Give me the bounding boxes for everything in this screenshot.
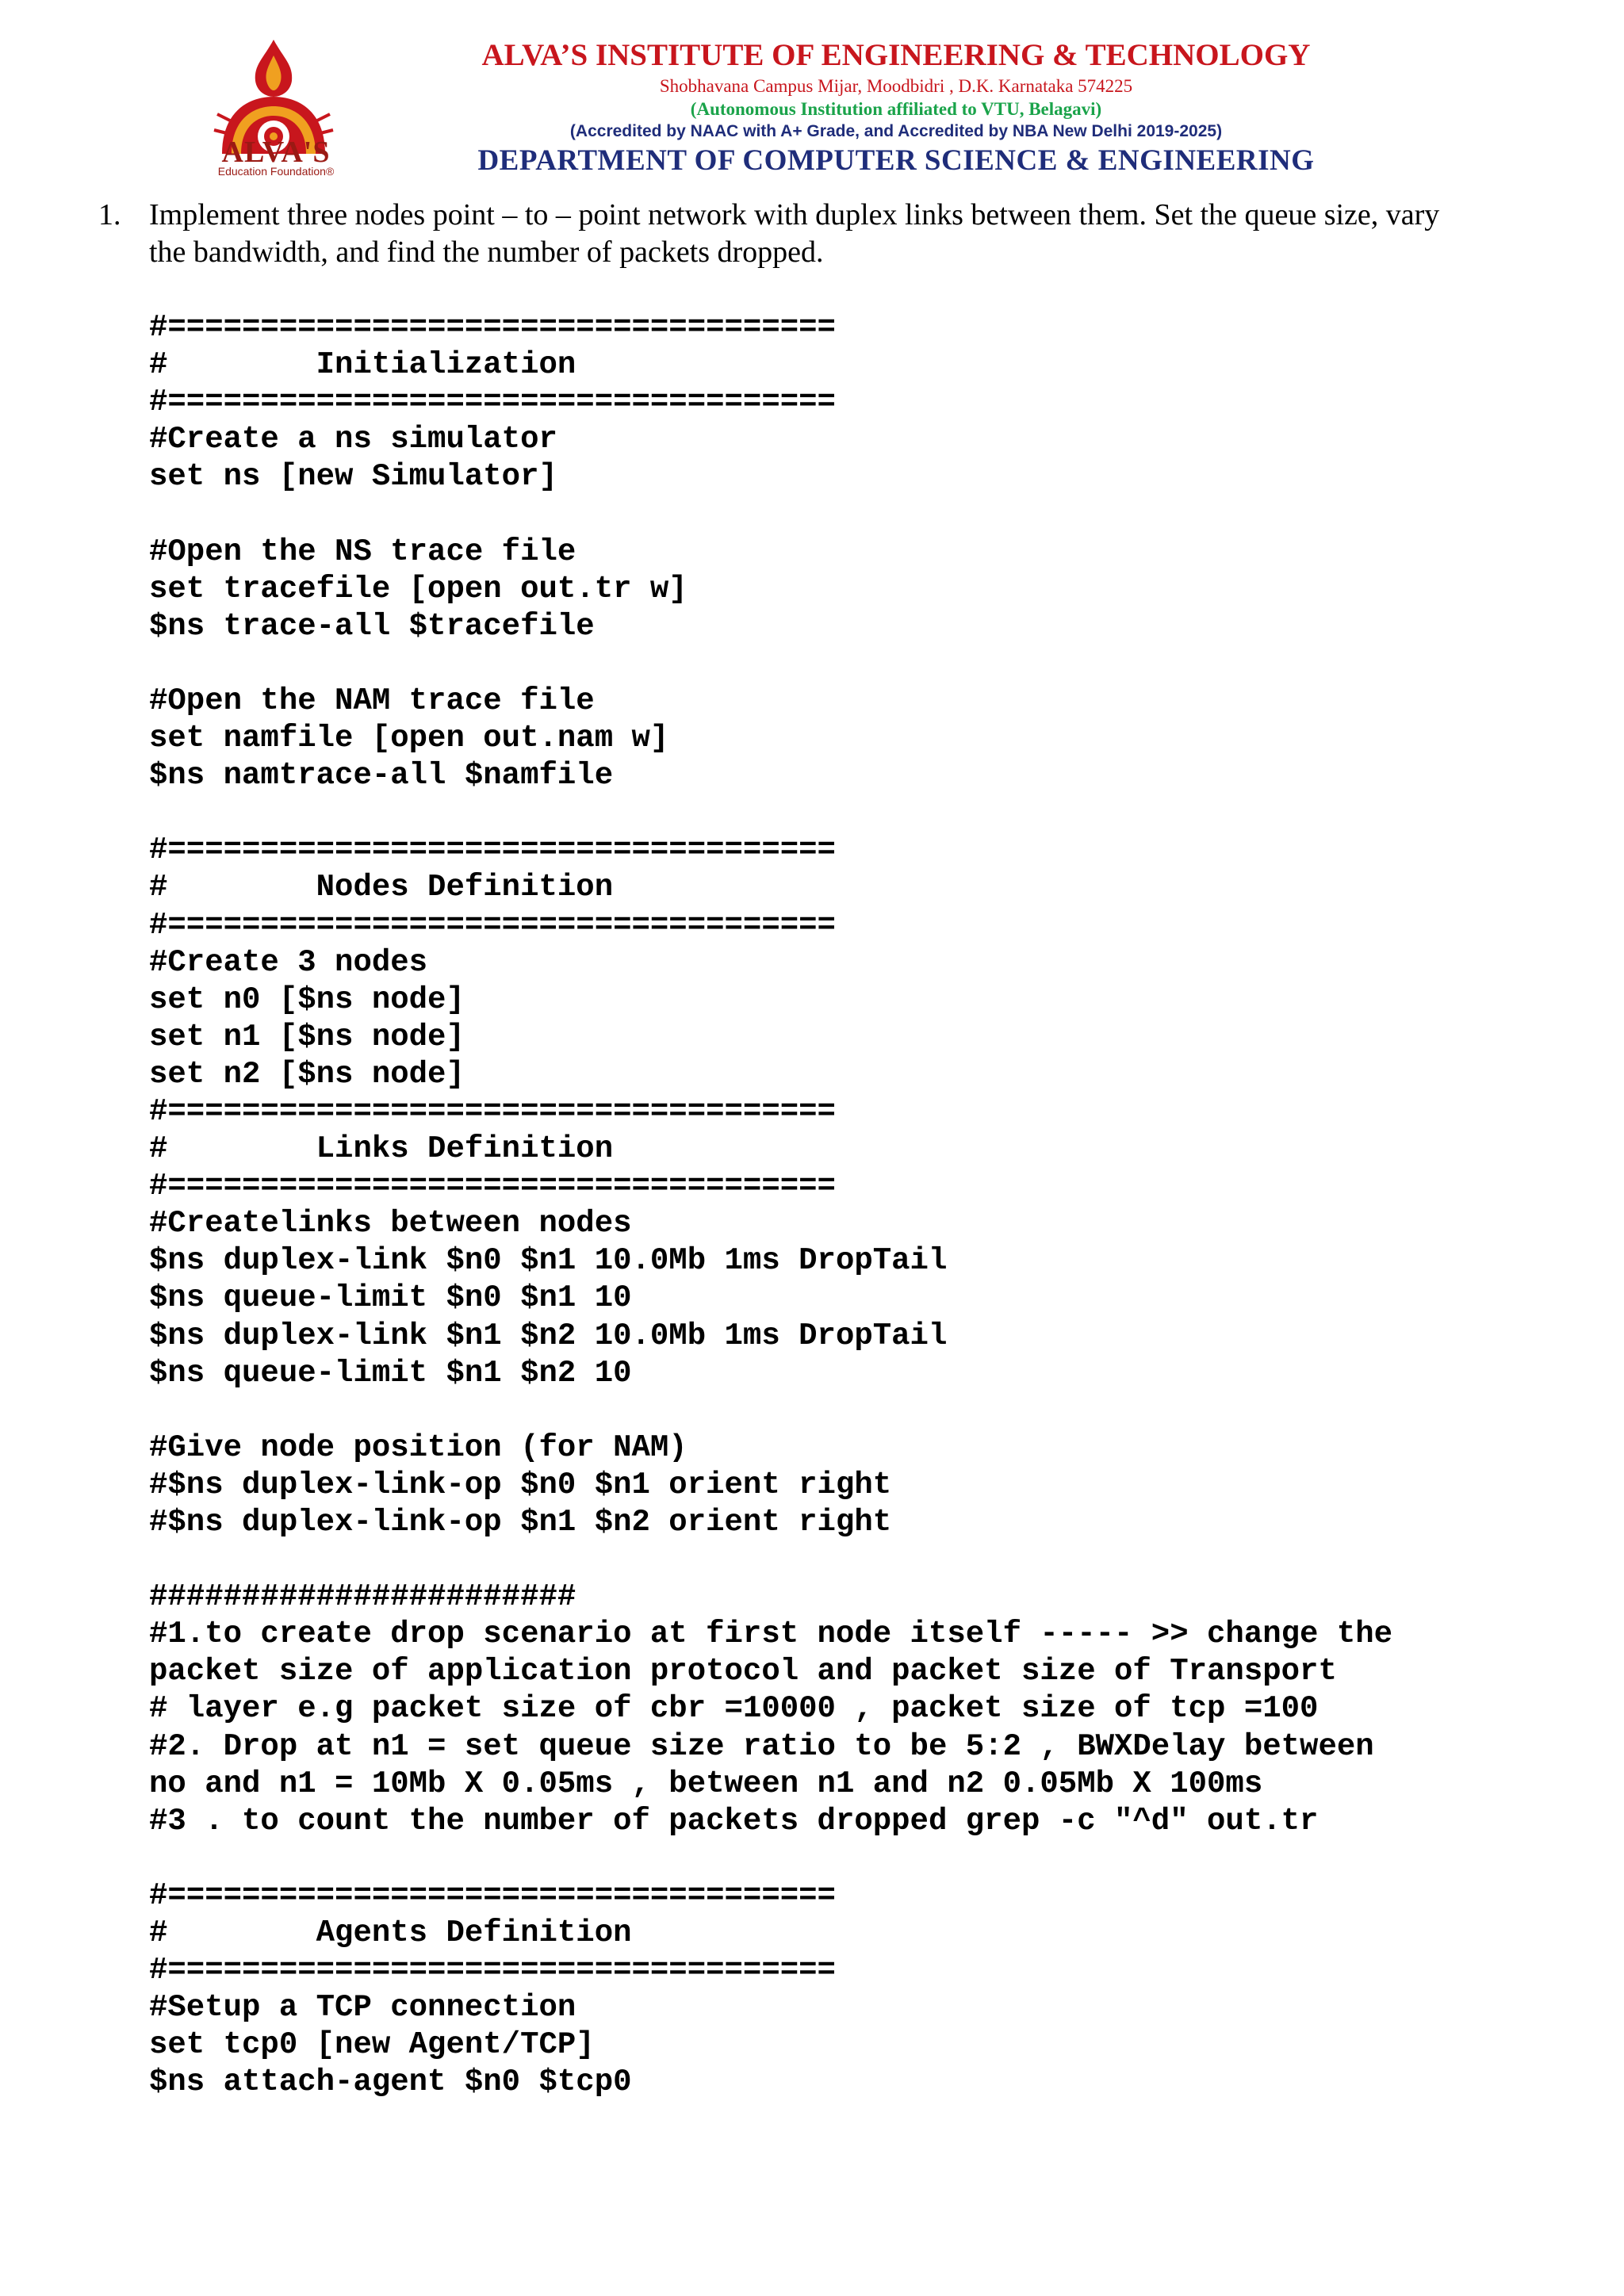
code-line: #Open the NS trace file xyxy=(149,534,576,569)
institute-name: ALVA’S INSTITUTE OF ENGINEERING & TECHNOLOGY xyxy=(481,38,1311,72)
code-line: set n2 [$ns node] xyxy=(149,1056,465,1092)
autonomous-status: (Autonomous Institution affiliated to VTU, Belagavi) xyxy=(690,99,1102,119)
code-line: $ns queue-limit $n0 $n1 10 xyxy=(149,1280,632,1316)
code-line: set tracefile [open out.tr w] xyxy=(149,571,688,607)
code-listing xyxy=(149,309,1576,2102)
code-line: #1.to create drop scenario at first node itself ----- >> change the xyxy=(149,1617,1393,1652)
code-line: #==================================== xyxy=(149,1953,836,1988)
code-line: $ns duplex-link $n0 $n1 10.0Mb 1ms DropTail xyxy=(149,1243,948,1279)
code-line: set namfile [open out.nam w] xyxy=(149,721,669,756)
question-text: Implement three nodes point – to – point network with duplex links between them. Set the queue size, vary the bandwidth, and find the number of packets dropped. xyxy=(149,198,1440,269)
code-line: #==================================== xyxy=(149,1877,836,1913)
code-line: set n0 [$ns node] xyxy=(149,982,465,1017)
code-line: packet size of application protocol and packet size of Transport xyxy=(149,1654,1337,1689)
code-line: #3 . to count the number of packets dropped grep -c "^d" out.tr xyxy=(149,1803,1319,1839)
code-line: #Create a ns simulator xyxy=(149,422,557,457)
code-line: # Initialization xyxy=(149,347,576,383)
code-line: #$ns duplex-link-op $n1 $n2 orient right xyxy=(149,1505,892,1540)
logo-subtext: Education Foundation® xyxy=(217,165,335,178)
code-line: #Create 3 nodes xyxy=(149,944,428,980)
code-line: #==================================== xyxy=(149,1093,836,1129)
logo-wordmark: ALVA'S xyxy=(221,136,331,169)
code-line xyxy=(149,794,1576,832)
code-line xyxy=(149,645,1576,683)
code-line: #Createlinks between nodes xyxy=(149,1206,632,1242)
code-line: #==================================== xyxy=(149,385,836,420)
code-line: set tcp0 [new Agent/TCP] xyxy=(149,2027,595,2063)
code-line: #==================================== xyxy=(149,1169,836,1204)
code-line xyxy=(149,1541,1576,1578)
accreditation-line: (Accredited by NAAC with A+ Grade, and Accredited by NBA New Delhi 2019-2025) xyxy=(569,122,1223,140)
letterhead xyxy=(381,36,1411,179)
code-line: # Nodes Definition xyxy=(149,870,614,905)
code-line: no and n1 = 10Mb X 0.05ms , between n1 and n2 0.05Mb X 100ms xyxy=(149,1766,1263,1801)
code-line xyxy=(149,1840,1576,1877)
code-line: #==================================== xyxy=(149,310,836,345)
code-line: # layer e.g packet size of cbr =10000 , packet size of tcp =100 xyxy=(149,1691,1319,1727)
code-line: #Open the NAM trace file xyxy=(149,683,595,718)
institute-address: Shobhavana Campus Mijar, Moodbidri , D.K. Karnataka 574225 xyxy=(659,76,1133,96)
code-line: #Give node position (for NAM) xyxy=(149,1429,688,1465)
code-line: # Links Definition xyxy=(149,1131,614,1167)
code-line: set n1 [$ns node] xyxy=(149,1019,465,1054)
code-line: $ns trace-all $tracefile xyxy=(149,608,595,644)
code-line: #Setup a TCP connection xyxy=(149,1990,576,2026)
code-line xyxy=(149,496,1576,533)
code-line: ####################### xyxy=(149,1579,576,1615)
question-number: 1. xyxy=(98,198,121,232)
code-line: $ns queue-limit $n1 $n2 10 xyxy=(149,1355,632,1391)
code-line: #==================================== xyxy=(149,832,836,868)
code-line: #==================================== xyxy=(149,907,836,943)
code-line: $ns namtrace-all $namfile xyxy=(149,758,614,794)
code-line: $ns duplex-link $n1 $n2 10.0Mb 1ms DropTail xyxy=(149,1318,948,1353)
code-line: #2. Drop at n1 = set queue size ratio to be 5:2 , BWXDelay between xyxy=(149,1728,1374,1764)
code-line: #$ns duplex-link-op $n0 $n1 orient right xyxy=(149,1467,892,1502)
code-line: # Agents Definition xyxy=(149,1915,632,1951)
code-line: set ns [new Simulator] xyxy=(149,459,557,495)
department-name: DEPARTMENT OF COMPUTER SCIENCE & ENGINEERING xyxy=(477,144,1315,177)
code-line xyxy=(149,1392,1576,1429)
code-line: $ns attach-agent $n0 $tcp0 xyxy=(149,2064,632,2100)
